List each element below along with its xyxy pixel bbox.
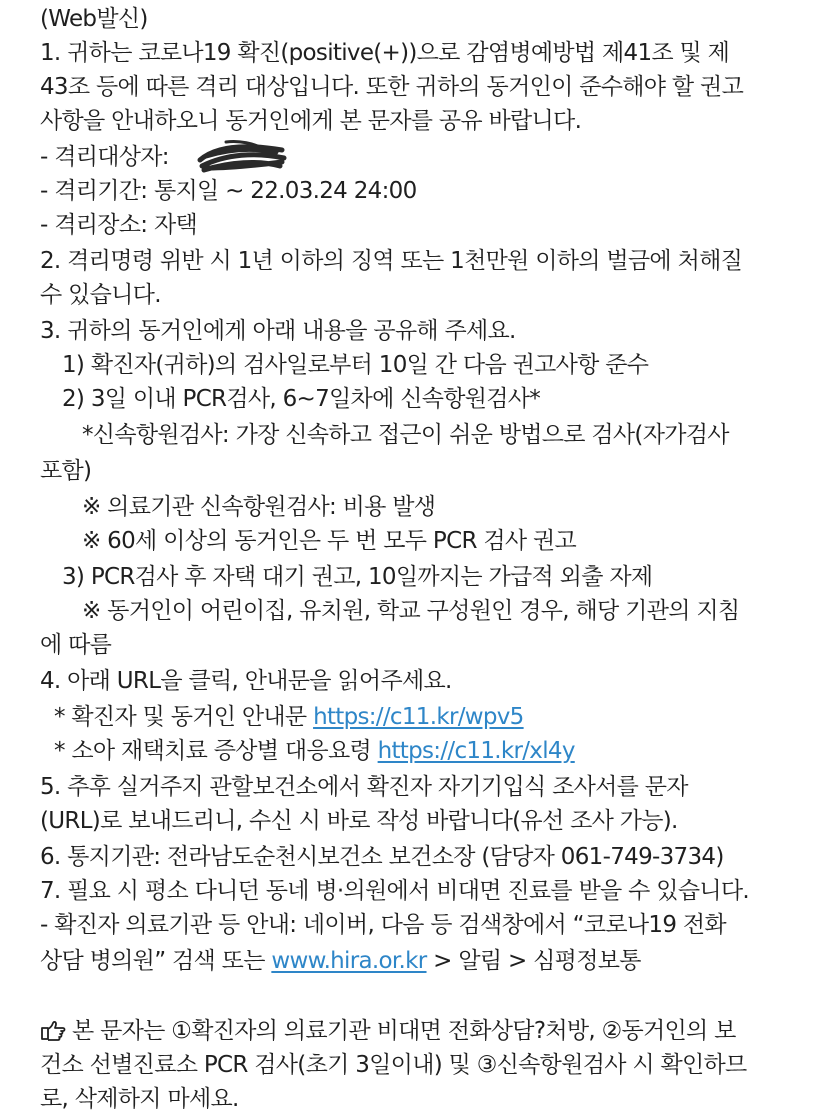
section-1-line-3: 사항을 안내하오니 동거인에게 본 문자를 공유 바랍니다.: [40, 108, 582, 134]
section-5-line-1: 5. 추후 실거주지 관할보건소에서 확진자 자기기입식 조사서를 문자: [40, 774, 688, 800]
quarantine-place: - 격리장소: 자택: [40, 212, 197, 238]
section-3-item-2: 2) 3일 이내 PCR검사, 6~7일차에 신속항원검사*: [62, 386, 541, 412]
section-3-item-3: 3) PCR검사 후 자택 대기 권고, 10일까지는 가급적 외출 자제: [62, 564, 653, 590]
footer-line-2: 건소 선별진료소 PCR 검사(초기 3일이내) 및 ③신속항원검사 시 확인하므: [40, 1052, 747, 1078]
section-3-title: 3. 귀하의 동거인에게 아래 내용을 공유해 주세요.: [40, 318, 516, 344]
pointing-hand-icon: [40, 1019, 66, 1041]
section-3-note-2: ※ 의료기관 신속항원검사: 비용 발생: [82, 494, 436, 520]
section-2-line-2: 수 있습니다.: [40, 282, 161, 308]
section-3-item-1: 1) 확진자(귀하)의 검사일로부터 10일 간 다음 권고사항 준수: [62, 352, 649, 378]
section-3-note-3: ※ 60세 이상의 동거인은 두 번 모두 PCR 검사 권고: [82, 528, 577, 554]
redaction-scribble: [196, 138, 288, 176]
section-1-line-2: 43조 등에 따른 격리 대상입니다. 또한 귀하의 동거인이 준수해야 할 권고: [40, 74, 744, 100]
section-4-item-2: [54, 734, 575, 768]
guide-label: * 확진자 및 동거인 안내문: [54, 704, 307, 730]
guide-link[interactable]: https://c11.kr/wpv5: [313, 704, 524, 730]
section-1-line-1: 1. 귀하는 코로나19 확진(positive(+))으로 감염병예방법 제41조 및 제: [40, 40, 730, 66]
pediatric-guide-label: * 소아 재택치료 증상별 대응요령: [54, 738, 371, 764]
section-5-line-2: (URL)로 보내드리니, 수신 시 바로 작성 바랍니다(유선 조사 가능).: [40, 808, 678, 834]
quarantine-period: - 격리기간: 통지일 ~ 22.03.24 24:00: [40, 178, 417, 204]
pediatric-guide-link[interactable]: https://c11.kr/xl4y: [377, 738, 575, 764]
search-instruction: 상담 병의원” 검색 또는: [40, 948, 265, 974]
section-3-note-1b: 포함): [40, 458, 92, 484]
footer-line-3: 로, 삭제하지 마세요.: [40, 1086, 239, 1112]
section-3-note-4a: ※ 동거인이 어린이집, 유치원, 학교 구성원인 경우, 해당 기관의 지침: [82, 598, 740, 624]
section-3-note-4b: 에 따름: [40, 632, 112, 658]
section-3-note-1a: *신속항원검사: 가장 신속하고 접근이 쉬운 방법으로 검사(자가검사: [82, 422, 729, 448]
section-7-line-3: [40, 944, 641, 978]
menu-path: > 알림 > 심평정보통: [433, 948, 641, 974]
section-6: 6. 통지기관: 전라남도순천시보건소 보건소장 (담당자 061-749-3734): [40, 844, 724, 870]
footer-line-1: [40, 1014, 736, 1048]
section-7-line-1: 7. 필요 시 평소 다니던 동네 병·의원에서 비대면 진료를 받을 수 있습니다.: [40, 878, 749, 904]
quarantine-target-label: - 격리대상자:: [40, 144, 169, 170]
footer-text-1: 본 문자는 ①확진자의 의료기관 비대면 전화상담?처방, ②동거인의 보: [72, 1018, 736, 1044]
section-7-line-2: - 확진자 의료기관 등 안내: 네이버, 다음 등 검색창에서 “코로나19 전화: [40, 912, 726, 938]
message-header: (Web발신): [40, 6, 148, 32]
section-4-item-1: [54, 700, 524, 734]
hira-link[interactable]: www.hira.or.kr: [271, 948, 427, 974]
section-2-line-1: 2. 격리명령 위반 시 1년 이하의 징역 또는 1천만원 이하의 벌금에 처해질: [40, 248, 743, 274]
section-4-title: 4. 아래 URL을 클릭, 안내문을 읽어주세요.: [40, 668, 452, 694]
